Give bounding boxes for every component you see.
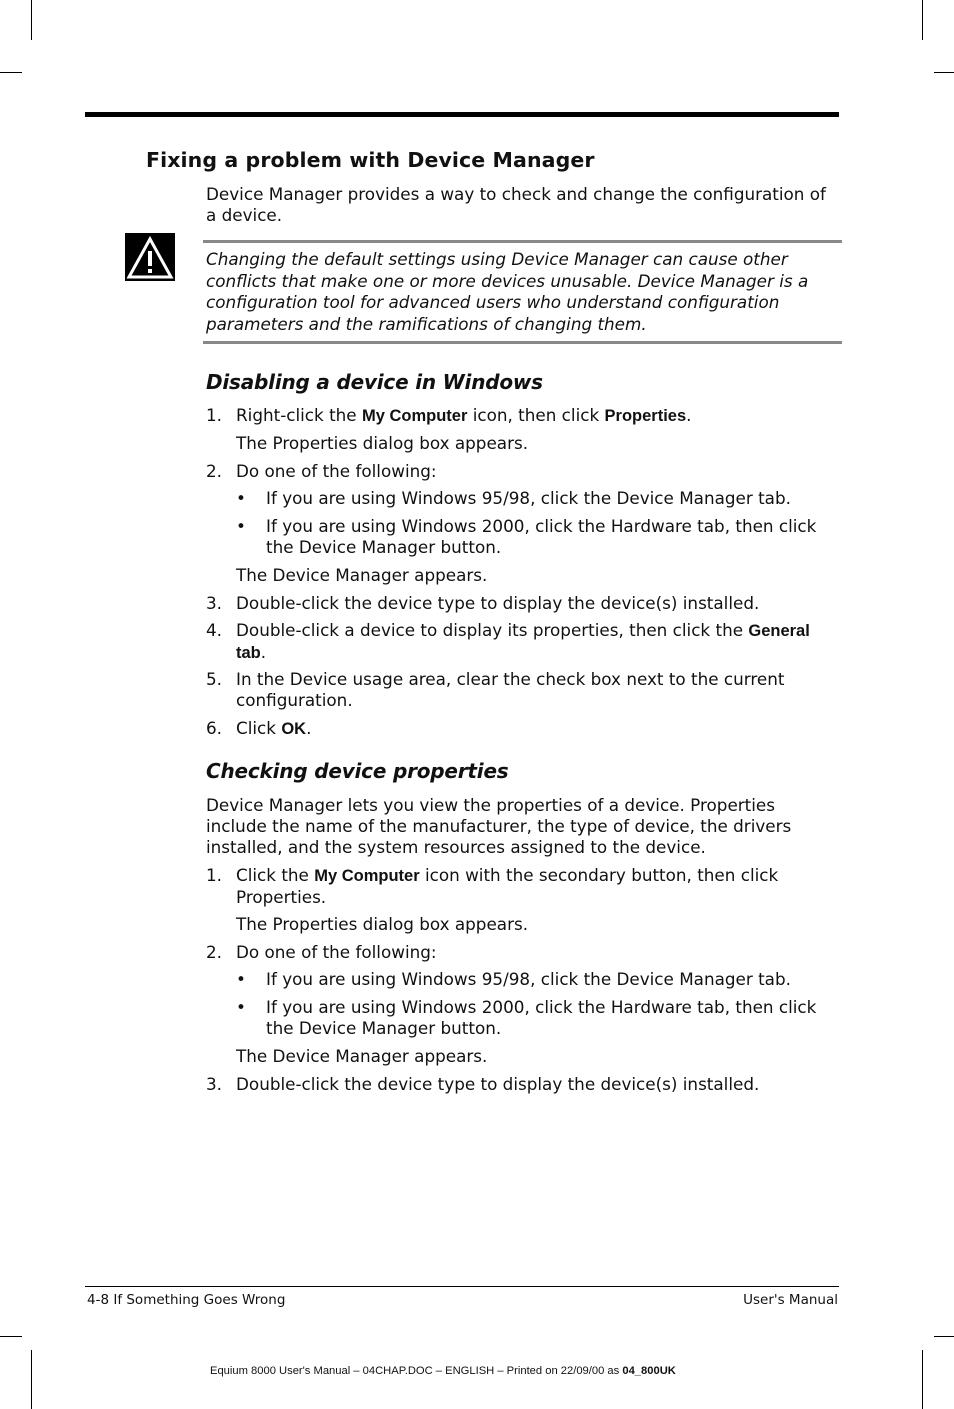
crop-mark	[934, 72, 954, 73]
step-1	[206, 865, 836, 908]
step-text: Do one of the following:	[236, 942, 437, 962]
section-intro: Device Manager lets you view the properties of a device. Properties include the name of the manufacturer, the type of device, the drivers installed, and the system resources assigned to the device.	[206, 795, 792, 857]
step-text: icon, then click	[467, 405, 605, 425]
print-info-code: 04_800UK	[622, 1365, 676, 1377]
step-2	[206, 461, 836, 482]
crop-mark	[0, 72, 22, 73]
bullet-mark: •	[236, 516, 246, 536]
step-number: 5.	[206, 669, 223, 689]
page-title: Fixing a problem with Device Manager	[146, 148, 595, 172]
step-number: 2.	[206, 461, 223, 481]
footer-page-label: 4-8 If Something Goes Wrong	[87, 1292, 286, 1308]
print-info-text: Equium 8000 User's Manual – 04CHAP.DOC – ENGLISH – Printed on 22/09/00 as	[210, 1365, 623, 1377]
step-3	[206, 1074, 836, 1095]
footer-manual-title: User's Manual	[743, 1292, 838, 1308]
step-3	[206, 593, 836, 614]
ui-term: OK	[281, 720, 307, 738]
step-text: Double-click a device to display its properties, then click the	[236, 620, 749, 640]
crop-mark	[922, 1350, 923, 1409]
warning-triangle-icon	[125, 233, 175, 281]
warning-top-rule	[203, 240, 842, 243]
crop-mark	[31, 0, 32, 40]
step-text: Double-click the device type to display the device(s) installed.	[236, 593, 760, 613]
ui-term: My Computer	[361, 407, 468, 425]
step-text: Right-click the	[236, 405, 362, 425]
section-heading: Disabling a device in Windows	[206, 370, 543, 394]
bullet-mark: •	[236, 488, 246, 508]
step-1	[206, 405, 836, 427]
step-number: 3.	[206, 1074, 223, 1094]
intro-paragraph: Device Manager provides a way to check and change the configuration of a device.	[206, 184, 826, 225]
step-text: Click	[236, 718, 282, 738]
step-text: icon with the secondary button, then click Properties.	[236, 865, 779, 907]
bullet-text: If you are using Windows 95/98, click the Device Manager tab.	[266, 488, 791, 508]
step-5	[206, 669, 836, 711]
step-text: .	[260, 642, 267, 662]
crop-mark	[0, 1336, 22, 1337]
crop-mark	[934, 1336, 954, 1337]
step-4	[206, 620, 836, 664]
step-6	[206, 718, 836, 740]
section-heading: Checking device properties	[206, 759, 509, 783]
bullet-mark: •	[236, 969, 246, 989]
ui-term: General tab	[236, 622, 810, 662]
bullet-mark: •	[236, 997, 246, 1017]
header-rule	[85, 112, 839, 117]
bullet-item	[236, 488, 836, 509]
step-text: Click the	[236, 865, 315, 885]
crop-mark	[922, 0, 923, 40]
step-number: 6.	[206, 718, 223, 738]
step-note: The Properties dialog box appears.	[236, 433, 529, 453]
footer-rule	[85, 1286, 839, 1287]
step-text: .	[686, 405, 692, 425]
step-text: In the Device usage area, clear the check box next to the current configuration.	[236, 669, 785, 710]
step-number: 1.	[206, 865, 223, 885]
bullet-text: If you are using Windows 2000, click the Hardware tab, then click the Device Manager button.	[266, 997, 817, 1038]
crop-mark	[31, 1350, 32, 1409]
ui-term: Properties	[604, 407, 687, 425]
step-number: 4.	[206, 620, 223, 640]
step-note: The Device Manager appears.	[236, 1046, 488, 1066]
warning-bottom-rule	[203, 341, 842, 344]
step-text: Double-click the device type to display the device(s) installed.	[236, 1074, 760, 1094]
print-info	[210, 1365, 676, 1377]
bullet-text: If you are using Windows 95/98, click the Device Manager tab.	[266, 969, 791, 989]
step-number: 1.	[206, 405, 223, 425]
bullet-text: If you are using Windows 2000, click the Hardware tab, then click the Device Manager button.	[266, 516, 817, 557]
ui-term: My Computer	[314, 867, 420, 885]
step-2	[206, 942, 836, 963]
step-note: The Properties dialog box appears.	[236, 914, 529, 934]
step-note: The Device Manager appears.	[236, 565, 488, 585]
bullet-item	[236, 969, 836, 990]
step-text: .	[306, 718, 312, 738]
bullet-item	[236, 997, 836, 1039]
step-number: 3.	[206, 593, 223, 613]
step-text: Do one of the following:	[236, 461, 437, 481]
bullet-item	[236, 516, 836, 558]
step-number: 2.	[206, 942, 223, 962]
warning-text: Changing the default settings using Device Manager can cause other conflicts that make one or more devices unusable. Device Manager is a configuration tool for advanced users who understand configuration parameters and the ramifications of changing them.	[206, 249, 809, 334]
